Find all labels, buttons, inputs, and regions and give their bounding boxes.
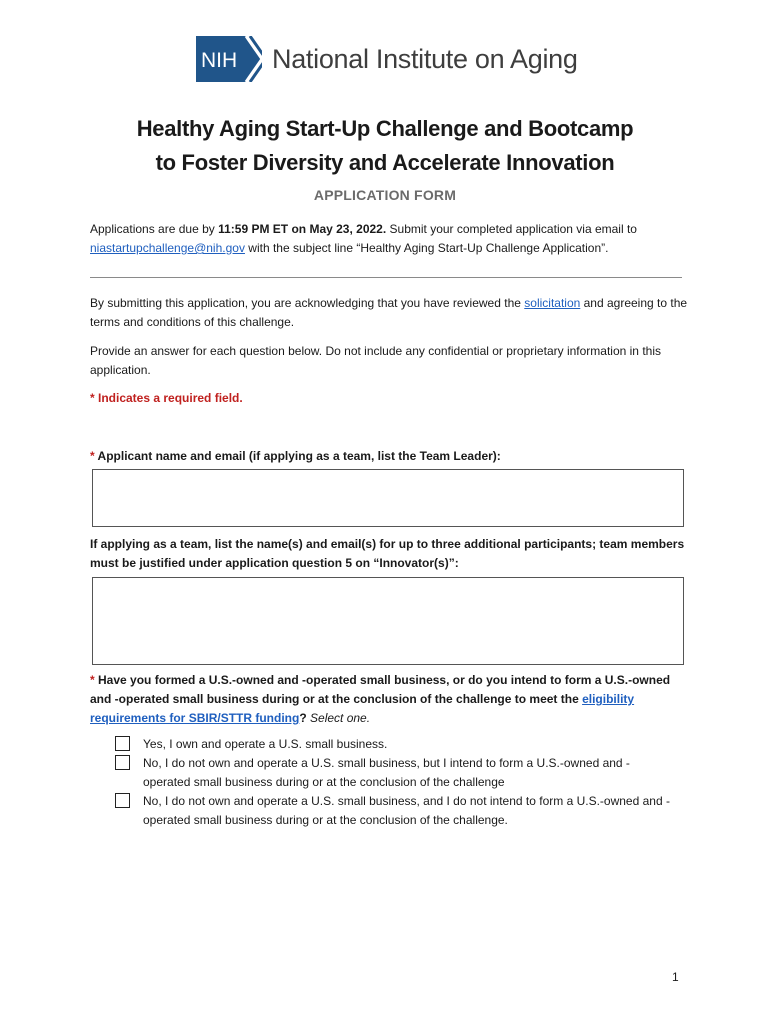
due-prefix: Applications are due by — [90, 222, 219, 236]
due-date: 11:59 PM ET on May 23, 2022. — [218, 222, 387, 236]
intro-paragraph — [90, 220, 690, 258]
acknowledge-paragraph — [90, 294, 690, 332]
form-subtitle: APPLICATION FORM — [313, 187, 457, 203]
nia-logo — [196, 36, 578, 82]
submission-email-link[interactable]: niastartupchallenge@nih.gov — [90, 241, 245, 255]
question-1-label — [90, 447, 690, 466]
team-participants-field[interactable] — [92, 577, 684, 665]
due-suffix: Submit your completed application via email to — [386, 222, 637, 236]
question-3-text: Have you formed a U.S.-owned and -operated small business, or do you intend to form a U.S.-owned and -operated small business during or at the conclusion of the challenge to meet the — [90, 673, 671, 706]
intend-to-form-checkbox[interactable] — [115, 755, 130, 770]
required-star: * — [90, 673, 95, 687]
nih-logo-text: NIH — [201, 49, 238, 72]
page-title-line-1: Healthy Aging Start-Up Challenge and Bootcamp — [136, 116, 634, 141]
acknowledge-prefix: By submitting this application, you are acknowledging that you have reviewed the — [90, 296, 525, 310]
acknowledge-suffix: and agreeing to the terms and conditions of this challenge. — [90, 296, 688, 329]
solicitation-link[interactable]: solicitation — [524, 296, 581, 310]
applicant-name-email-input[interactable] — [93, 470, 683, 526]
subject-line-text: with the subject line “Healthy Aging Start-Up Challenge Application”. — [244, 241, 609, 255]
section-divider — [90, 277, 682, 278]
question-3-after-link: ? — [299, 711, 307, 725]
page-number: 1 — [672, 970, 679, 984]
no-intent-checkbox[interactable] — [115, 793, 130, 808]
eligibility-requirements-link[interactable]: eligibility requirements for SBIR/STTR funding — [90, 692, 635, 725]
question-1-text: Applicant name and email (if applying as a team, list the Team Leader): — [94, 449, 501, 463]
org-name: National Institute on Aging — [272, 43, 578, 74]
question-3-label — [90, 671, 690, 728]
option-label: No, I do not own and operate a U.S. small business, and I do not intend to form a U.S.-owned and -operated small business during or at the conclusion of the challenge. — [143, 794, 670, 827]
required-star: * — [90, 449, 95, 463]
question-2-label: If applying as a team, list the name(s) and email(s) for up to three additional participants; team members must be justified under application question 5 on “Innovator(s)”: — [90, 537, 685, 570]
option-label: Yes, I own and operate a U.S. small business. — [143, 737, 388, 751]
option-label: No, I do not own and operate a U.S. small business, but I intend to form a U.S.-owned and -operated small business during or at the conclusion of the challenge — [143, 756, 630, 789]
applicant-name-email-field[interactable] — [92, 469, 684, 527]
instructions-paragraph: Provide an answer for each question below. Do not include any confidential or proprietary information in this application. — [90, 344, 661, 377]
select-one-hint: Select one. — [306, 711, 371, 725]
option-intend-to-form[interactable] — [115, 754, 675, 792]
page-title-line-2: to Foster Diversity and Accelerate Innovation — [155, 150, 615, 175]
option-no-intent[interactable] — [115, 792, 675, 830]
own-business-checkbox[interactable] — [115, 736, 130, 751]
nih-logo-mark — [196, 36, 262, 82]
required-field-note: * Indicates a required field. — [90, 391, 243, 405]
option-own-business[interactable] — [115, 735, 675, 754]
team-participants-input[interactable] — [93, 578, 683, 664]
